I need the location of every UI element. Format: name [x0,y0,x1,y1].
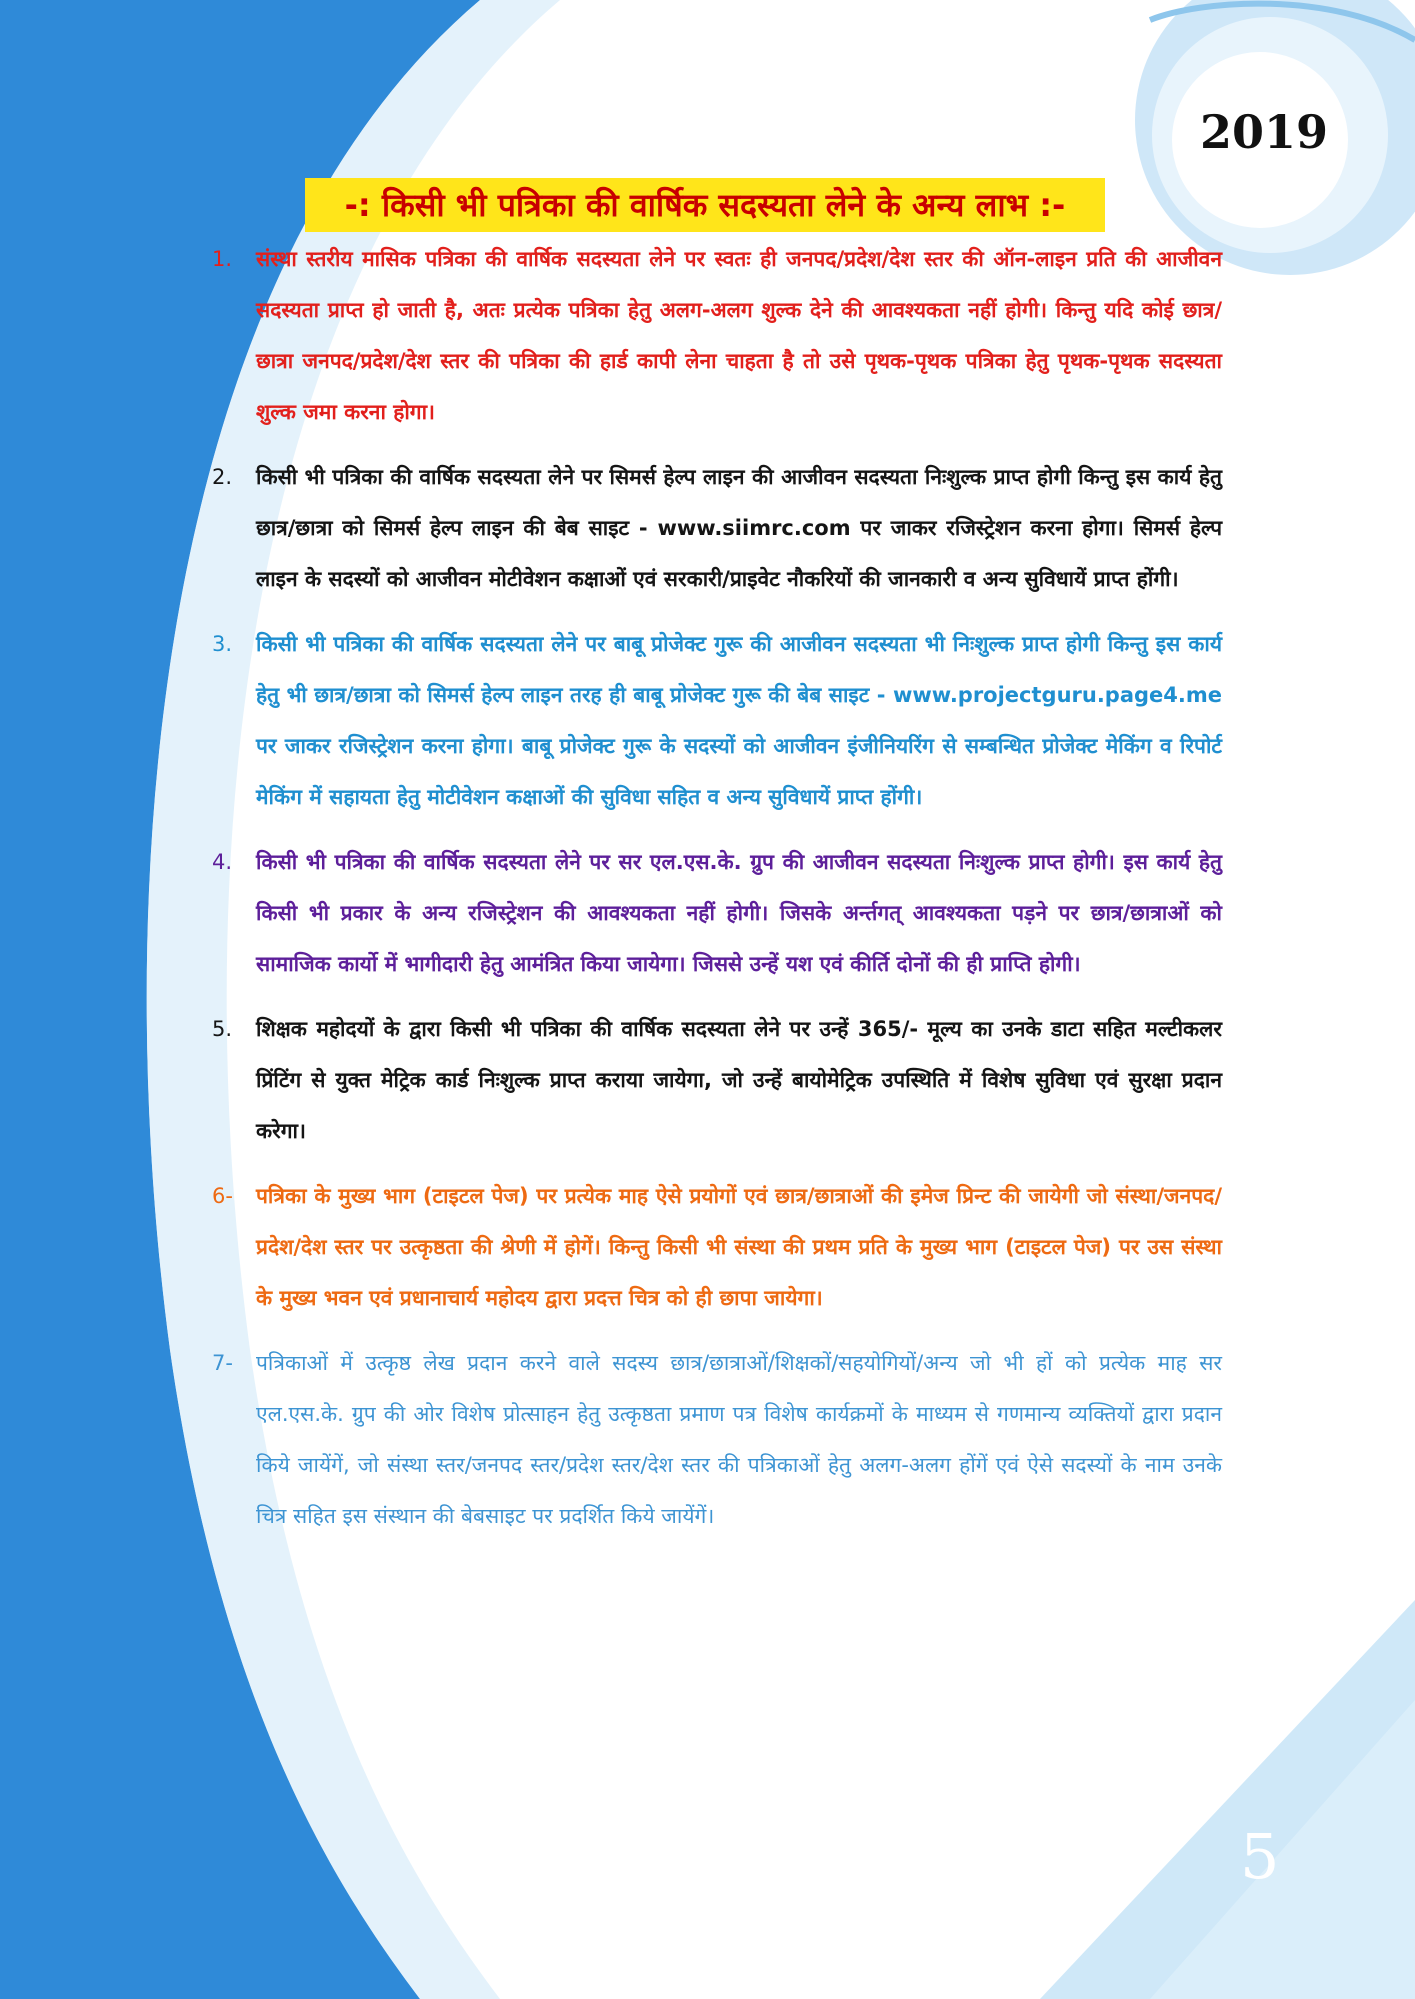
item-text: संस्था स्तरीय मासिक पत्रिका की वार्षिक सदस्यता लेने पर स्वतः ही जनपद/प्रदेश/देश स्तर की ऑन-लाइन प्रति की आजीवन सदस्यता प्राप्त हो जाती है, अतः प्रत्येक पत्रिका हेतु अलग-अलग शुल्क देने की आवश्यकता नहीं होगी। किन्तु यदि कोई छात्र/छात्रा जनपद/प्रदेश/देश स्तर की पत्रिका की हार्ड कापी लेना चाहता है तो उसे पृथक-पृथक पत्रिका हेतु पृथक-पृथक सदस्यता शुल्क जमा करना होगा। [256,247,1222,424]
list-item [212,619,1222,823]
item-text: शिक्षक महोदयों के द्वारा किसी भी पत्रिका की वार्षिक सदस्यता लेने पर उन्हें 365/- मूल्य का उनके डाटा सहित मल्टीकलर प्रिंटिंग से युक्त मेट्रिक कार्ड निःशुल्क प्राप्त कराया जायेगा, जो उन्हें बायोमेट्रिक उपस्थिति में विशेष सुविधा एवं सुरक्षा प्रदान करेगा। [256,1017,1222,1143]
benefits-list [212,234,1222,1556]
item-text: पत्रिका के मुख्य भाग (टाइटल पेज) पर प्रत्येक माह ऐसे प्रयोगों एवं छात्र/छात्राओं की इमेज प्रिन्ट की जायेगी जो संस्था/जनपद/प्रदेश/देश स्तर पर उत्कृष्ठता की श्रेणी में होगें। किन्तु किसी भी संस्था की प्रथम प्रति के मुख्य भाग (टाइटल पेज) पर उस संस्था के मुख्य भवन एवं प्रधानाचार्य महोदय द्वारा प्रदत्त चित्र को ही छापा जायेगा। [256,1184,1222,1310]
list-item [212,837,1222,990]
item-text: किसी भी पत्रिका की वार्षिक सदस्यता लेने पर सिमर्स हेल्प लाइन की आजीवन सदस्यता निःशुल्क प्राप्त होगी किन्तु इस कार्य हेतु छात्र/छात्रा को सिमर्स हेल्प लाइन की बेब साइट - www.siimrc.com पर जाकर रजिस्ट्रेशन करना होगा। सिमर्स हेल्प लाइन के सदस्यों को आजीवन मोटीवेशन कक्षाओं एवं सरकारी/प्राइवेट नौकरियों की जानकारी व अन्य सुविधायें प्राप्त होंगी। [256,465,1222,591]
page-number: 5 [1240,1820,1280,1893]
item-number: 1. [212,247,233,271]
list-item [212,452,1222,605]
item-text: पत्रिकाओं में उत्कृष्ठ लेख प्रदान करने वाले सदस्य छात्र/छात्राओं/शिक्षकों/सहयोगियों/अन्य जो भी हों को प्रत्येक माह सर एल.एस.के. ग्रुप की ओर विशेष प्रोत्साहन हेतु उत्कृष्ठता प्रमाण पत्र विशेष कार्यक्रमों के माध्यम से गणमान्य व्यक्तियों द्वारा प्रदान किये जायेंगें, जो संस्था स्तर/जनपद स्तर/प्रदेश स्तर/देश स्तर की पत्रिकाओं हेतु अलग-अलग होंगें एवं ऐसे सदस्यों के नाम उनके चित्र सहित इस संस्थान की बेबसाइट पर प्रदर्शित किये जायेंगें। [256,1351,1223,1528]
item-number: 7- [212,1351,233,1375]
item-number: 6- [212,1184,233,1208]
list-item [212,1171,1222,1324]
item-number: 4. [212,850,233,874]
item-text: किसी भी पत्रिका की वार्षिक सदस्यता लेने पर बाबू प्रोजेक्ट गुरू की आजीवन सदस्यता भी निःशुल्क प्राप्त होगी किन्तु इस कार्य हेतु भी छात्र/छात्रा को सिमर्स हेल्प लाइन तरह ही बाबू प्रोजेक्ट गुरू की बेब साइट - www.projectguru.page4.me पर जाकर रजिस्ट्रेशन करना होगा। बाबू प्रोजेक्ट गुरू के सदस्यों को आजीवन इंजीनियरिंग से सम्बन्धित प्रोजेक्ट मेकिंग व रिपोर्ट मेकिंग में सहायता हेतु मोटीवेशन कक्षाओं की सुविधा सहित व अन्य सुविधायें प्राप्त होंगी। [256,632,1222,809]
item-number: 3. [212,632,233,656]
item-number: 5. [212,1017,233,1041]
item-text: किसी भी पत्रिका की वार्षिक सदस्यता लेने पर सर एल.एस.के. ग्रुप की आजीवन सदस्यता निःशुल्क प्राप्त होगी। इस कार्य हेतु किसी भी प्रकार के अन्य रजिस्ट्रेशन की आवश्यकता नहीं होगी। जिसके अर्न्तगत् आवश्यकता पड़ने पर छात्र/छात्राओं को सामाजिक कार्यो में भागीदारी हेतु आमंत्रित किया जायेगा। जिससे उन्हें यश एवं कीर्ति दोनों की ही प्राप्ति होगी। [256,850,1222,976]
list-item [212,1004,1222,1157]
item-number: 2. [212,465,233,489]
page-heading: -: किसी भी पत्रिका की वार्षिक सदस्यता लेने के अन्य लाभ :- [305,178,1105,232]
year-label: 2019 [1200,105,1329,159]
list-item [212,1338,1222,1542]
list-item [212,234,1222,438]
